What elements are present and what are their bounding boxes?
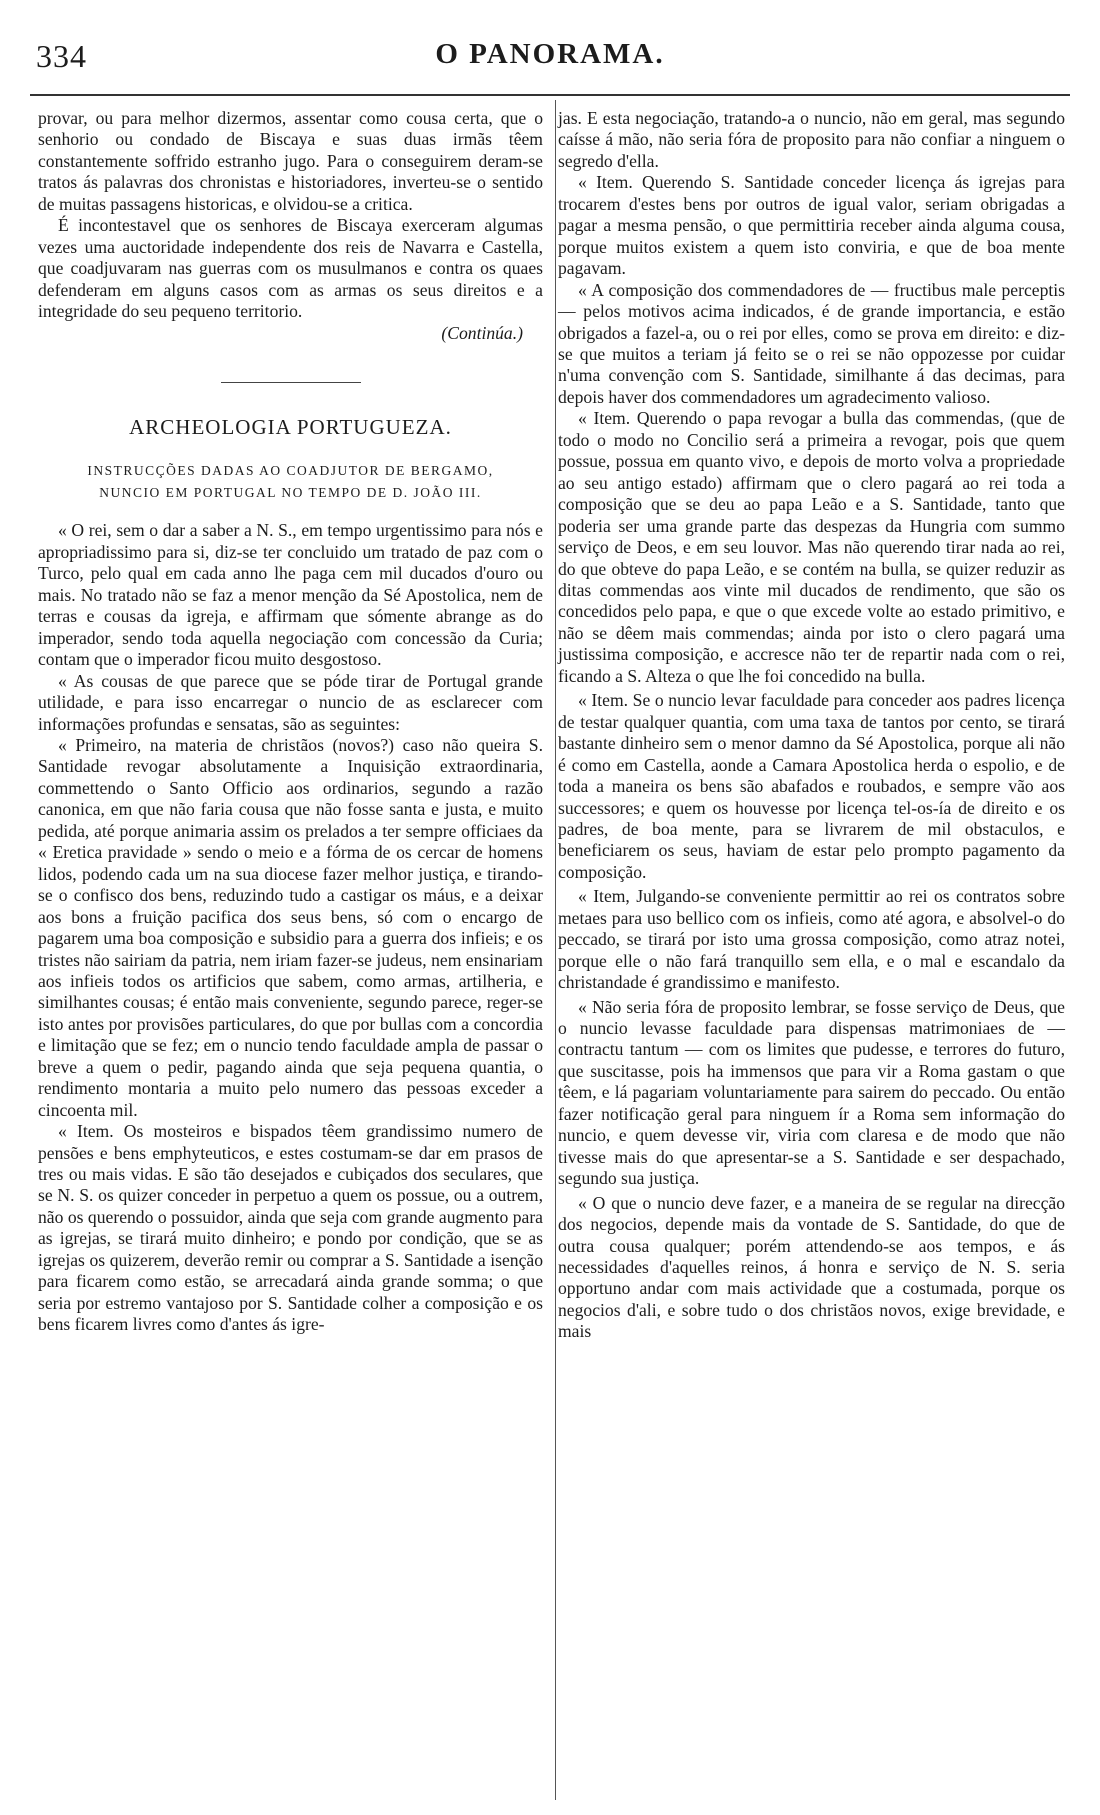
paragraph: « Item. Querendo o papa revogar a bulla das commendas, (que de todo o modo no Concilio será a primeira a revogar, pois que quem possue, possua em quanto vivo, e depois de morto volva a propriedade ao seu antigo estado) affirmam que o clero pagará ao rei toda a composição que se deu ao papa Leão e a S. Santidade, tanto que poderia ser uma grande parte das despezas da Hungria com summo serviço de Deos, e em seu louvor. Mas não querendo tirar nada ao rei, do que obteve do papa Leão, e se contém na bulla, se quizer reduzir as ditas commendas aos vinte mil ducados de rendimento, que são os concedidos pelo papa, e que o que excede volte ao estado primitivo, e não se dêem mais commendas; ainda por isto o clero pagará uma justissima composição, e accresce não ter de repartir nada com o rei, ficando a S. Alteza o que lhe foi concedido na bulla. bbox=[558, 408, 1065, 686]
left-column bbox=[38, 108, 543, 1336]
section-title: ARCHEOLOGIA PORTUGUEZA. bbox=[129, 414, 452, 439]
paragraph: jas. E esta negociação, tratando-a o nuncio, não em geral, mas segundo caísse á mão, não seria fóra de proposito para não confiar a ninguem o segredo d'ella. bbox=[558, 108, 1065, 171]
paragraph: « As cousas de que parece que se póde tirar de Portugal grande utilidade, e para isso encarregar o nuncio de as esclarecer com informações profundas e sensatas, são as seguintes: bbox=[38, 670, 543, 734]
paragraph: « O rei, sem o dar a saber a N. S., em tempo urgentissimo para nós e apropriadissimo para si, diz-se ter concluido um tratado de paz com o Turco, pelo qual em cada anno lhe paga cem mil ducados d'ouro ou mais. No tratado não se faz a menor menção da Sé Apostolica, nem de terras e cousas da igreja, e affirmam que sómente abrange as do imperador, sendo toda aquella negociação com concessão da Curia; contam que o imperador ficou muito desgostoso. bbox=[38, 520, 543, 670]
paragraph: « Item. Os mosteiros e bispados têem grandissimo numero de pensões e bens emphyteuticos, e estes costumam-se dar em prasos de tres ou mais vidas. E são tão desejados e cubiçados dos seculares, que se N. S. os quizer conceder in perpetuo a quem os possue, ou a outrem, não os querendo o possuidor, ainda que seja com grande augmento para as igrejas, se tirará muito dinheiro; e pondo por condição, que se as igrejas os quizerem, deverão remir ou comprar a S. Santidade a isenção para ficarem como estão, se arrecadará ainda grande somma; o que seria por estremo vantajoso por S. Santidade colher a composição e os bens ficarem livres como d'antes ás igre- bbox=[38, 1121, 543, 1335]
page-header bbox=[0, 0, 1100, 90]
subheading-line: INSTRUCÇÕES DADAS AO COADJUTOR DE BERGAMO, bbox=[87, 463, 494, 479]
paragraph: « O que o nuncio deve fazer, e a maneira de se regular na direcção dos negocios, depende mais da vontade de S. Santidade, do que de outra cousa qualquer; porém attendendo-se aos tempos, e ás necessidades d'aquelles reinos, á honra e serviço de N. S. seria opportuno andar com mais actividade que a costumada, porque os negocios d'ali, e sobre tudo o dos christãos novos, exige brevidade, e mais bbox=[558, 1192, 1065, 1342]
column-divider bbox=[555, 100, 556, 1800]
paragraph: « Primeiro, na materia de christãos (novos?) caso não queira S. Santidade revogar absolutamente a Inquisição extraordinaria, commettendo o Santo Officio aos ordinarios, segundo a razão canonica, em que não faria cousa que não fosse santa e justa, e muito pedida, até porque animaria assim os prelados a ter sempre officiaes da « Eretica pravidade » sendo o meio e a fórma de os cercar de homens lidos, podendo cada um na sua diocese fazer melhor justiça, e tirando-se o confisco dos bens, reduzindo tudo a castigar os máus, e a deixar aos bons a fruição pacifica dos seus bens, só com o encargo de pagarem uma boa composição e subsidio para a guerra dos infieis; e os tristes não sairiam da patria, nem iriam fazer-se judeus, nem ensinariam aos infieis todos os artificios que sabem, como armas, artilheria, e similhantes cousas; é então mais conveniente, segundo parece, reger-se isto antes por provisões particulares, do que por bullas com a concordia e limitação que se fez; em o nuncio tendo faculdade ampla de passar o breve a quem o pedir, pagando ainda que seja pequena quantia, o rendimento montaria a muito pelo numero das pessoas exceder a cincoenta mil. bbox=[38, 734, 543, 1120]
running-head: O PANORAMA. bbox=[435, 38, 665, 70]
paragraph: « Item. Se o nuncio levar faculdade para conceder aos padres licença de testar qualquer quantia, com uma taxa de tantos por cento, se tirará bastante dinheiro sem o menor damno da Sé Apostolica, porque ali não é como em Castella, aonde a Camara Apostolica herda o espolio, e de toda a maneira os bens são abafados e roubados, e sempre vão aos successores; e quem os houvesse por licença tel-os-ía de direito e os padres, de boa mente, para se livrarem de mil obstaculos, e beneficiarem os seus, haviam de estar pelo prompto pagamento da composição. bbox=[558, 690, 1065, 882]
continua-note: (Continúa.) bbox=[441, 322, 523, 343]
paragraph: É incontestavel que os senhores de Biscaya exerceram algumas vezes uma auctoridade independente dos reis de Navarra e Castella, que coadjuvaram nas guerras com os musulmanos e contra os quaes defenderam em alguns casos com as armas os seus direitos e a integridade do seu pequeno territorio. bbox=[38, 215, 543, 322]
paragraph: provar, ou para melhor dizermos, assentar como cousa certa, que o senhorio ou condado de Biscaya e suas duas irmãs têem constantemente soffrido estranho jugo. Para o conseguirem deram-se tratos ás palavras dos chronistas e historiadores, inverteu-se o sentido de muitas passagens historicas, e olvidou-se a critica. bbox=[38, 108, 543, 214]
section-subheading bbox=[38, 460, 543, 504]
paragraph: « Item, Julgando-se conveniente permittir ao rei os contratos sobre metaes para uso bellico com os infieis, como até agora, e absolvel-o do peccado, se tirará por isto uma grossa composição, como atraz notei, porque elle o não fará tranquillo sem ella, e o mal e escandalo da christandade é grandissimo e manifesto. bbox=[558, 886, 1065, 993]
header-rule bbox=[30, 94, 1070, 96]
right-column bbox=[558, 108, 1065, 1343]
subheading-line: NUNCIO EM PORTUGAL NO TEMPO DE D. JOÃO III. bbox=[99, 485, 482, 501]
section-separator bbox=[221, 382, 361, 383]
paragraph: « Não seria fóra de proposito lembrar, se fosse serviço de Deus, que o nuncio levasse faculdade para dispensas matrimoniaes de — contractu tantum — com os limites que pudesse, e terrores do futuro, que suscitasse, pois ha immensos que para vir a Roma gastam o que têem, e lá pagariam voluntariamente para sairem do peccado. Ou então fazer notificação geral para ninguem ír a Roma sem informação do nuncio, e quem devesse vir, viria com claresa e de modo que não tivesse mais do que apresentar-se a S. Santidade e ser despachado, segundo sua justiça. bbox=[558, 996, 1065, 1189]
paragraph: « A composição dos commendadores de — fructibus male perceptis — pelos motivos acima indicados, é de grande importancia, e estão obrigados a fazel-a, ou o rei por elles, como se prova em direito: e diz-se que muitos a teriam já feito se o rei se não oppozesse por cuidar n'uma convenção com S. Santidade, similhante á das decimas, para depois haver dos commendadores um agradecimento valioso. bbox=[558, 279, 1065, 407]
page-number: 334 bbox=[36, 38, 87, 74]
paragraph: « Item. Querendo S. Santidade conceder licença ás igrejas para trocarem d'estes bens por outros de igual valor, seriam obrigadas a pagar a mesma pensão, o que permittiria receber ainda alguma cousa, porque muitos existem a quem isto conviria, e que de boa mente pagavam. bbox=[558, 172, 1065, 279]
